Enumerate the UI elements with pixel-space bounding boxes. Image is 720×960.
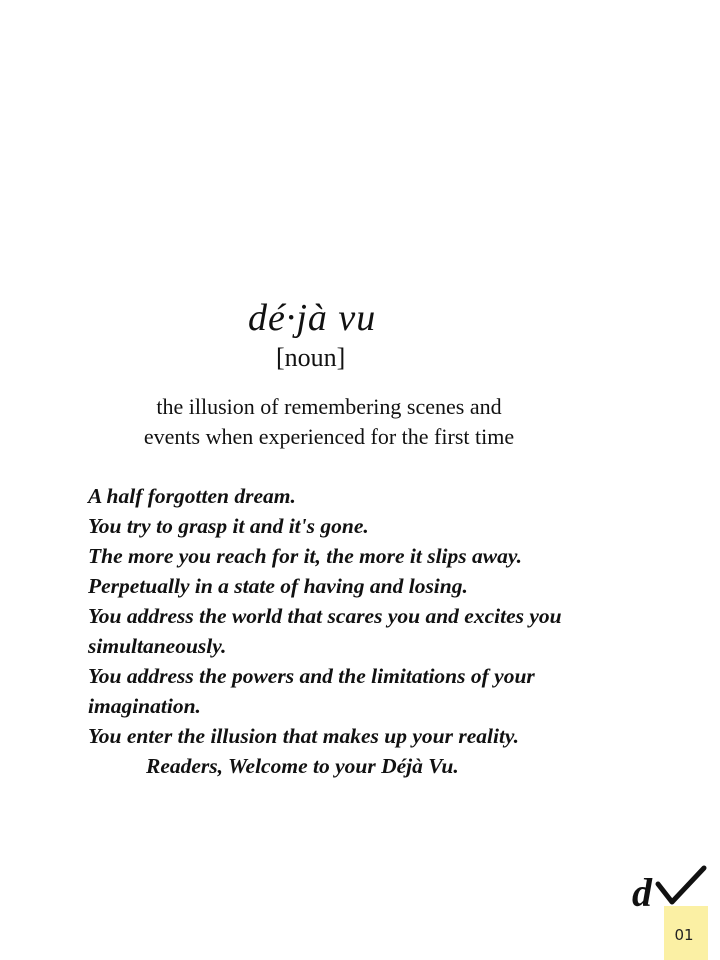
- part-of-speech: [noun]: [276, 343, 346, 372]
- poem-line: A half forgotten dream.: [88, 484, 296, 508]
- poem-line: You try to grasp it and it's gone.: [88, 514, 369, 538]
- entry-word: dé·jà vu: [248, 297, 377, 339]
- svg-text:d: d: [632, 870, 652, 915]
- definition: [94, 392, 564, 452]
- poem-line: You address the world that scares you and excites you: [88, 604, 562, 628]
- poem-line: imagination.: [88, 694, 201, 718]
- poem-closing: Readers, Welcome to your Déjà Vu.: [146, 754, 459, 778]
- poem-line: Perpetually in a state of having and losing.: [88, 574, 468, 598]
- poem-line: simultaneously.: [88, 634, 227, 658]
- dv-logo: [628, 862, 708, 918]
- page-number: 01: [674, 926, 694, 944]
- poem: [88, 481, 688, 781]
- poem-line: You address the powers and the limitations of your: [88, 664, 535, 688]
- poem-line: You enter the illusion that makes up your reality.: [88, 724, 520, 748]
- definition-line: events when experienced for the first time: [143, 424, 515, 449]
- poem-line: The more you reach for it, the more it slips away.: [88, 544, 522, 568]
- definition-line: the illusion of remembering scenes and: [156, 394, 502, 419]
